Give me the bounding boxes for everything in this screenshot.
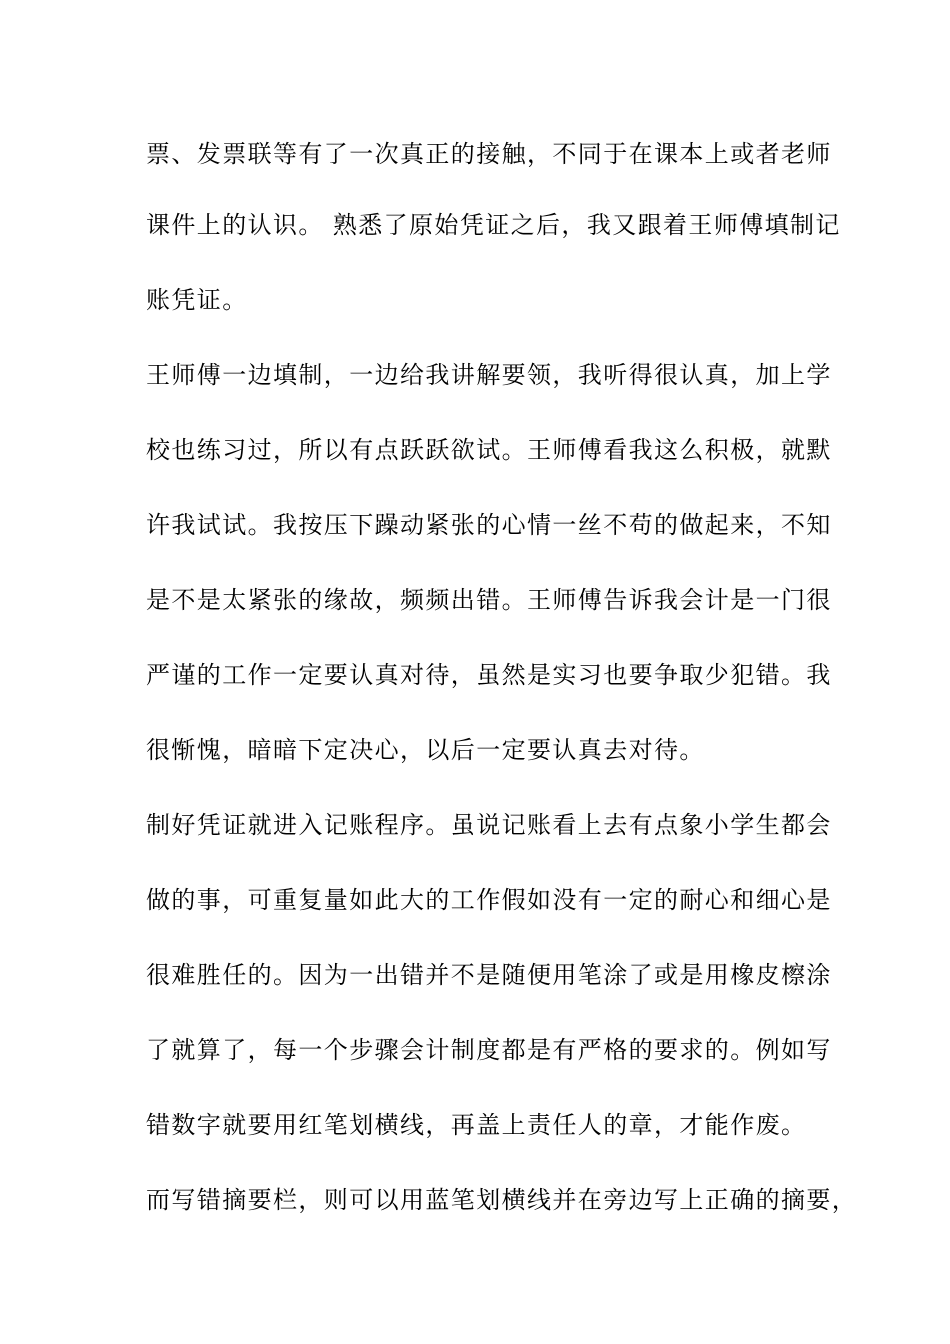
text-line-15: 而写错摘要栏，则可以用蓝笔划横线并在旁边写上正确的摘要， [146, 1186, 858, 1214]
text-line-7: 是不是太紧张的缘故，频频出错。王师傅告诉我会计是一门很 [146, 586, 832, 614]
text-line-5: 校也练习过，所以有点跃跃欲试。王师傅看我这么积极，就默 [146, 436, 832, 464]
text-line-9: 很惭愧，暗暗下定决心，以后一定要认真去对待。 [146, 736, 705, 764]
text-line-6: 许我试试。我按压下躁动紧张的心情一丝不苟的做起来，不知 [146, 511, 832, 539]
text-line-13: 了就算了，每一个步骤会计制度都是有严格的要求的。例如写 [146, 1036, 832, 1064]
text-line-11: 做的事，可重复量如此大的工作假如没有一定的耐心和细心是 [146, 886, 832, 914]
text-line-1: 票、发票联等有了一次真正的接触，不同于在课本上或者老师 [146, 140, 832, 168]
text-line-2: 课件上的认识。 熟悉了原始凭证之后，我又跟着王师傅填制记 [146, 211, 841, 239]
text-line-8: 严谨的工作一定要认真对待，虽然是实习也要争取少犯错。我 [146, 661, 832, 689]
text-line-3: 账凭证。 [146, 286, 248, 314]
text-line-10: 制好凭证就进入记账程序。虽说记账看上去有点象小学生都会 [146, 811, 832, 839]
text-line-14: 错数字就要用红笔划横线，再盖上责任人的章，才能作废。 [146, 1111, 807, 1139]
text-line-12: 很难胜任的。因为一出错并不是随便用笔涂了或是用橡皮檫涂 [146, 961, 832, 989]
text-line-4: 王师傅一边填制，一边给我讲解要领，我听得很认真，加上学 [146, 361, 832, 389]
